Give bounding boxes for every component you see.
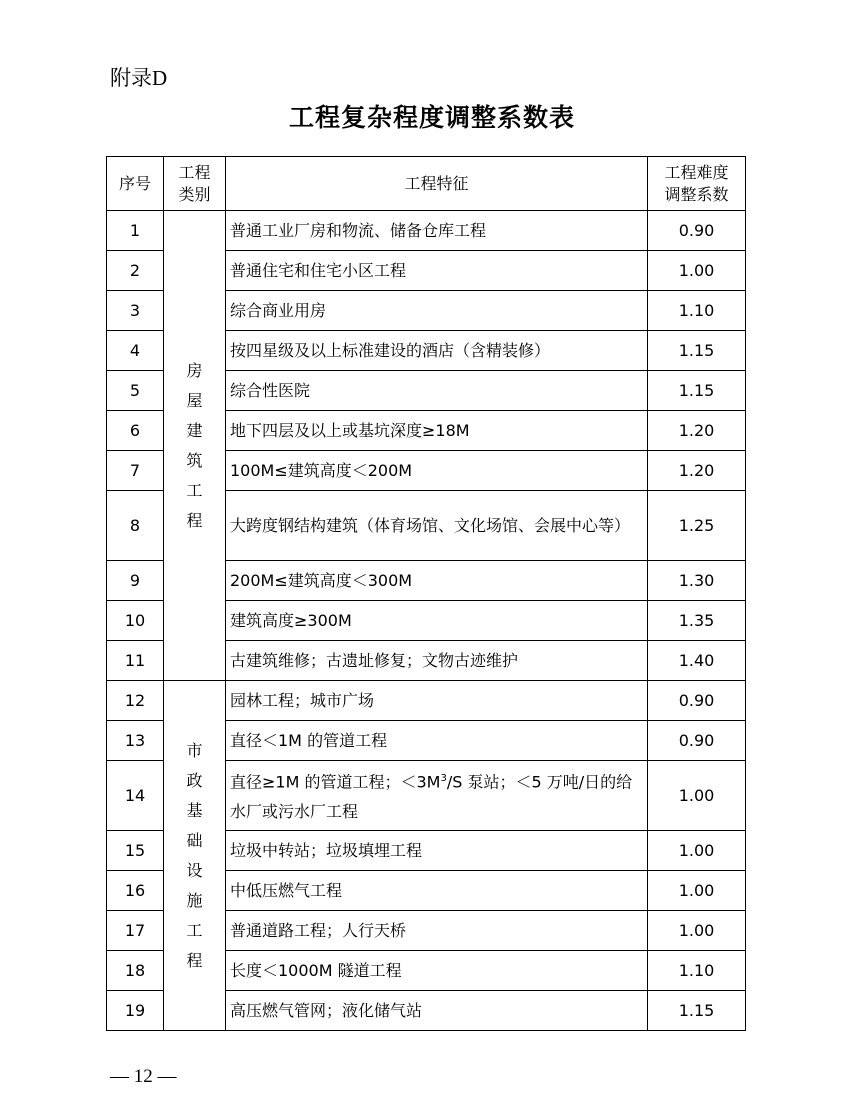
row-no: 1 [107, 211, 164, 251]
row-feature: 普通工业厂房和物流、储备仓库工程 [226, 211, 648, 251]
row-coef: 0.90 [648, 681, 746, 721]
row-no: 16 [107, 871, 164, 911]
row-feature: 综合性医院 [226, 371, 648, 411]
row-no: 3 [107, 291, 164, 331]
row-feature: 按四星级及以上标准建设的酒店（含精装修） [226, 331, 648, 371]
row-coef: 0.90 [648, 721, 746, 761]
row-feature: 大跨度钢结构建筑（体育场馆、文化场馆、会展中心等） [226, 491, 648, 561]
row-feature: 园林工程；城市广场 [226, 681, 648, 721]
row-no: 10 [107, 601, 164, 641]
row-coef: 1.00 [648, 251, 746, 291]
table-row [107, 681, 746, 721]
row-no: 13 [107, 721, 164, 761]
row-no: 18 [107, 951, 164, 991]
row-coef: 0.90 [648, 211, 746, 251]
row-feature: 古建筑维修；古遗址修复；文物古迹维护 [226, 641, 648, 681]
row-coef: 1.00 [648, 911, 746, 951]
header-category [164, 157, 226, 211]
row-feature: 长度＜1000M 隧道工程 [226, 951, 648, 991]
row-no: 19 [107, 991, 164, 1031]
header-category-text: 工程类别 [178, 162, 211, 204]
row-feature [226, 761, 648, 831]
row-no: 17 [107, 911, 164, 951]
category-municipal [164, 681, 226, 1031]
row-feature-part-a: 直径≥1M 的管道工程；＜3M [230, 772, 441, 792]
row-feature: 地下四层及以上或基坑深度≥18M [226, 411, 648, 451]
page-number: — 12 — [110, 1066, 177, 1087]
row-no: 7 [107, 451, 164, 491]
row-coef: 1.15 [648, 991, 746, 1031]
row-no: 14 [107, 761, 164, 831]
row-feature: 垃圾中转站；垃圾填埋工程 [226, 831, 648, 871]
row-coef: 1.00 [648, 871, 746, 911]
row-coef: 1.15 [648, 371, 746, 411]
category-municipal-text: 市政基础设施工程 [186, 740, 203, 970]
row-coef: 1.20 [648, 411, 746, 451]
header-no: 序号 [107, 157, 164, 211]
row-no: 4 [107, 331, 164, 371]
row-feature: 中低压燃气工程 [226, 871, 648, 911]
coefficient-table [106, 156, 746, 1031]
row-coef: 1.00 [648, 761, 746, 831]
row-feature: 高压燃气管网；液化储气站 [226, 991, 648, 1031]
page-title: 工程复杂程度调整系数表 [288, 103, 575, 132]
row-no: 15 [107, 831, 164, 871]
row-coef: 1.25 [648, 491, 746, 561]
category-building [164, 211, 226, 681]
row-coef: 1.00 [648, 831, 746, 871]
row-feature: 直径＜1M 的管道工程 [226, 721, 648, 761]
row-feature: 200M≤建筑高度＜300M [226, 561, 648, 601]
row-feature: 普通道路工程；人行天桥 [226, 911, 648, 951]
row-feature: 普通住宅和住宅小区工程 [226, 251, 648, 291]
row-feature: 建筑高度≥300M [226, 601, 648, 641]
table-row [107, 211, 746, 251]
row-no: 6 [107, 411, 164, 451]
row-coef: 1.10 [648, 951, 746, 991]
row-coef: 1.20 [648, 451, 746, 491]
header-feature: 工程特征 [226, 157, 648, 211]
appendix-label: 附录D [110, 66, 168, 90]
row-coef: 1.40 [648, 641, 746, 681]
row-no: 12 [107, 681, 164, 721]
row-no: 8 [107, 491, 164, 561]
row-no: 5 [107, 371, 164, 411]
header-coef [648, 157, 746, 211]
row-coef: 1.35 [648, 601, 746, 641]
row-no: 2 [107, 251, 164, 291]
row-feature: 综合商业用房 [226, 291, 648, 331]
row-coef: 1.10 [648, 291, 746, 331]
row-coef: 1.15 [648, 331, 746, 371]
category-building-text: 房屋建筑工程 [186, 360, 203, 530]
row-coef: 1.30 [648, 561, 746, 601]
table-header-row [107, 157, 746, 211]
row-feature: 100M≤建筑高度＜200M [226, 451, 648, 491]
row-no: 9 [107, 561, 164, 601]
row-feature-superscript: 3 [440, 772, 447, 784]
row-feature-part-b: /S 泵站；＜5 万吨/日的给水厂或污水厂工程 [230, 772, 633, 822]
header-coef-text: 工程难度调整系数 [664, 162, 729, 204]
row-no: 11 [107, 641, 164, 681]
